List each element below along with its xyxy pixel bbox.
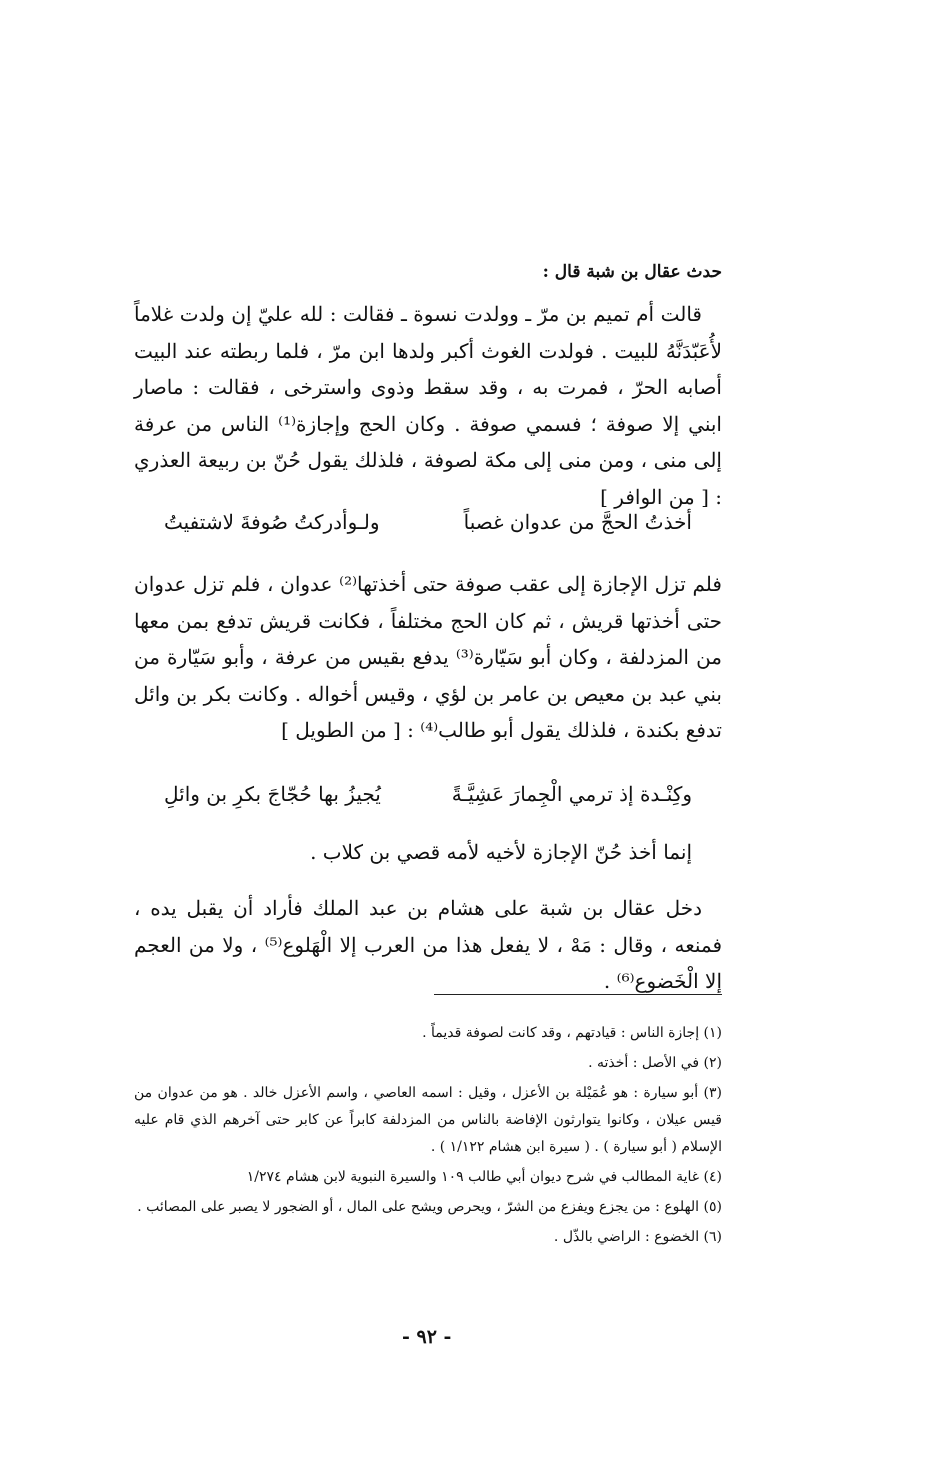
footnote-3: (٣) أبو سيارة : هو عُمَيْلة بن الأعزل ، وقيل : اسمه العاصي ، واسم الأعزل خالد . هو من عدوان من قيس عيلان ، وكانوا يتوارثون الإفاضة بالناس من المزدلفة كابراً عن كابر حتى آخرهم الذي قام عليه الإسلام ( أبو سيارة ) . ( سيرة ابن هشام ١/١٢٢ ) . [134, 1085, 722, 1155]
verse-2-second-hemistich: يُجيزُ بها حُجّاجَ بكرِ بن وائلِ [164, 782, 381, 806]
paragraph-2: فلم تزل الإجازة إلى عقب صوفة حتى أخذتها⁽²⁾ عدوان ، فلم تزل عدوان حتى أخذتها قريش ، ثم كان الحج مختلفاً ، فكانت قريش تدفع بمن معها من المزدلفة ، وكان أبو سَيّارة⁽³⁾ يدفع بقيس من عرفة ، وأبو سَيّارة من بني عبد بن معيص بن عامر بن لؤي ، وقيس أخواله . وكانت بكر بن وائل تدفع بكندة ، فلذلك يقول أبو طالب⁽⁴⁾ : [ من الطويل ] [134, 572, 723, 742]
line-after-verse: إنما أخذ حُنّ الإجازة لأخيه لأمه قصي بن كلاب . [310, 840, 692, 864]
paragraph-1: قالت أم تميم بن مرّ ـ وولدت نسوة ـ فقالت : لله عليّ إن ولدت غلاماً لأُعَبّدَنَّهُ للبيت . فولدت الغوث أكبر ولدها ابن مرّ ، فلما ربطته عند البيت أصابه الحرّ ، فمرت به ، وقد سقط وذوى واسترخى ، فقالت : ماصار ابني إلا صوفة ؛ فسمي صوفة . وكان الحج وإجازة⁽¹⁾ الناس من عرفة إلى منى ، ومن منى إلى مكة لصوفة ، فلذلك يقول حُنّ بن ربيعة العذري : [ من الوافر ] [134, 302, 722, 509]
footnote-5: (٥) الهلوع : من يجزع ويفزع من الشرّ ، ويحرص ويشح على المال ، أو الضجور لا يصبر على المصائب . [137, 1199, 722, 1215]
verse-1 [134, 510, 722, 534]
footnote-1: (١) إجازة الناس : قيادتهم ، وقد كانت لصوفة قديماً . [422, 1025, 722, 1041]
section-heading: حدث عقال بن شبة قال : [542, 262, 722, 282]
verse-1-first-hemistich: أخذتُ الحجَّ من عدوان غصباً [463, 510, 692, 534]
verse-1-second-hemistich: ولـوأدركتُ صُوفةَ لاشتفيتُ [164, 510, 380, 534]
page-number: - ٩٢ - [402, 1326, 452, 1348]
footnote-4: (٤) غاية المطالب في شرح ديوان أبي طالب ١٠٩ والسيرة النبوية لابن هشام ١/٢٧٤ [246, 1169, 722, 1185]
verse-2 [134, 782, 722, 806]
footnote-separator [434, 994, 722, 995]
paragraph-3: دخل عقال بن شبة على هشام بن عبد الملك فأراد أن يقبل يده ، فمنعه ، وقال : مَهْ ، لا يفعل هذا من العرب إلا الْهَلوع⁽⁵⁾ ، ولا من العجم إلا الْخَضوع⁽⁶⁾ . [134, 896, 722, 993]
footnote-6: (٦) الخضوع : الراضي بالذّل . [553, 1229, 722, 1245]
verse-2-first-hemistich: وكِنْـدة إذ ترمي الْجِمارَ عَشِيَّـةً [451, 782, 692, 806]
footnotes-list [134, 1020, 722, 1254]
footnote-2: (٢) في الأصل : أخذته . [588, 1055, 722, 1071]
